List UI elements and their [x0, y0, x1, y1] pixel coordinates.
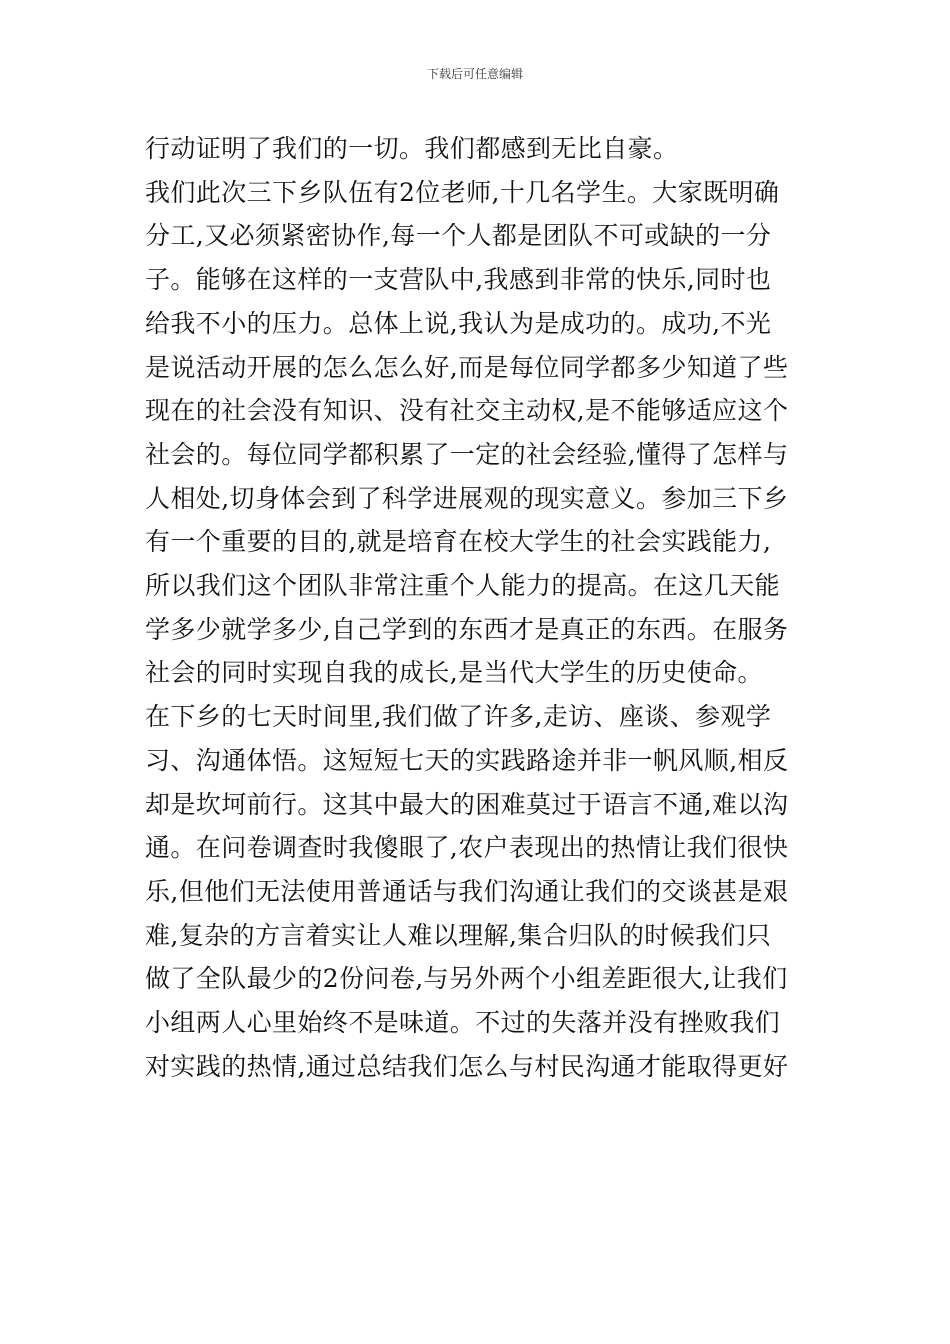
- text-line: 社会的同时实现自我的成长,是当代大学生的历史使命。: [145, 658, 763, 688]
- text-line: 小组两人心里始终不是味道。不过的失落并没有挫败我们: [145, 1008, 781, 1038]
- text-line: 我们此次三下乡队伍有2位老师,十几名学生。大家既明确: [145, 177, 780, 207]
- text-line: 学多少就学多少,自己学到的东西才是真正的东西。在服务: [145, 614, 789, 644]
- text-line: 乐,但他们无法使用普通话与我们沟通让我们的交谈甚是艰: [145, 876, 789, 906]
- text-line: 习、沟通体悟。这短短七天的实践路途并非一帆风顺,相反: [145, 745, 789, 775]
- document-body: [145, 127, 815, 1088]
- page-header: 下载后可任意编辑: [426, 67, 523, 81]
- text-line: 难,复杂的方言着实让人难以理解,集合归队的时候我们只: [145, 920, 772, 950]
- text-line: 做了全队最少的2份问卷,与另外两个小组差距很大,让我们: [145, 964, 788, 994]
- text-line: 在下乡的七天时间里,我们做了许多,走访、座谈、参观学: [145, 702, 772, 732]
- text-line: 是说活动开展的怎么怎么好,而是每位同学都多少知道了些: [145, 352, 789, 382]
- text-line: 有一个重要的目的,就是培育在校大学生的社会实践能力,: [145, 527, 772, 557]
- text-line: 子。能够在这样的一支营队中,我感到非常的快乐,同时也: [145, 265, 772, 295]
- text-line: 现在的社会没有知识、没有社交主动权,是不能够适应这个: [145, 396, 789, 426]
- text-line: 人相处,切身体会到了科学进展观的现实意义。参加三下乡: [145, 483, 789, 513]
- text-line: 所以我们这个团队非常注重个人能力的提高。在这几天能: [145, 571, 781, 601]
- text-line: 分工,又必须紧密协作,每一个人都是团队不可或缺的一分: [145, 221, 772, 251]
- text-line: 给我不小的压力。总体上说,我认为是成功的。成功,不光: [145, 308, 772, 338]
- text-line: 社会的。每位同学都积累了一定的社会经验,懂得了怎样与: [145, 439, 789, 469]
- text-line: 行动证明了我们的一切。我们都感到无比自豪。: [145, 134, 679, 163]
- text-line: 对实践的热情,通过总结我们怎么与村民沟通才能取得更好: [145, 1051, 789, 1081]
- text-line: 却是坎坷前行。这其中最大的困难莫过于语言不通,难以沟: [145, 789, 789, 819]
- text-line: 通。在问卷调查时我傻眼了,农户表现出的热情让我们很快: [145, 833, 789, 863]
